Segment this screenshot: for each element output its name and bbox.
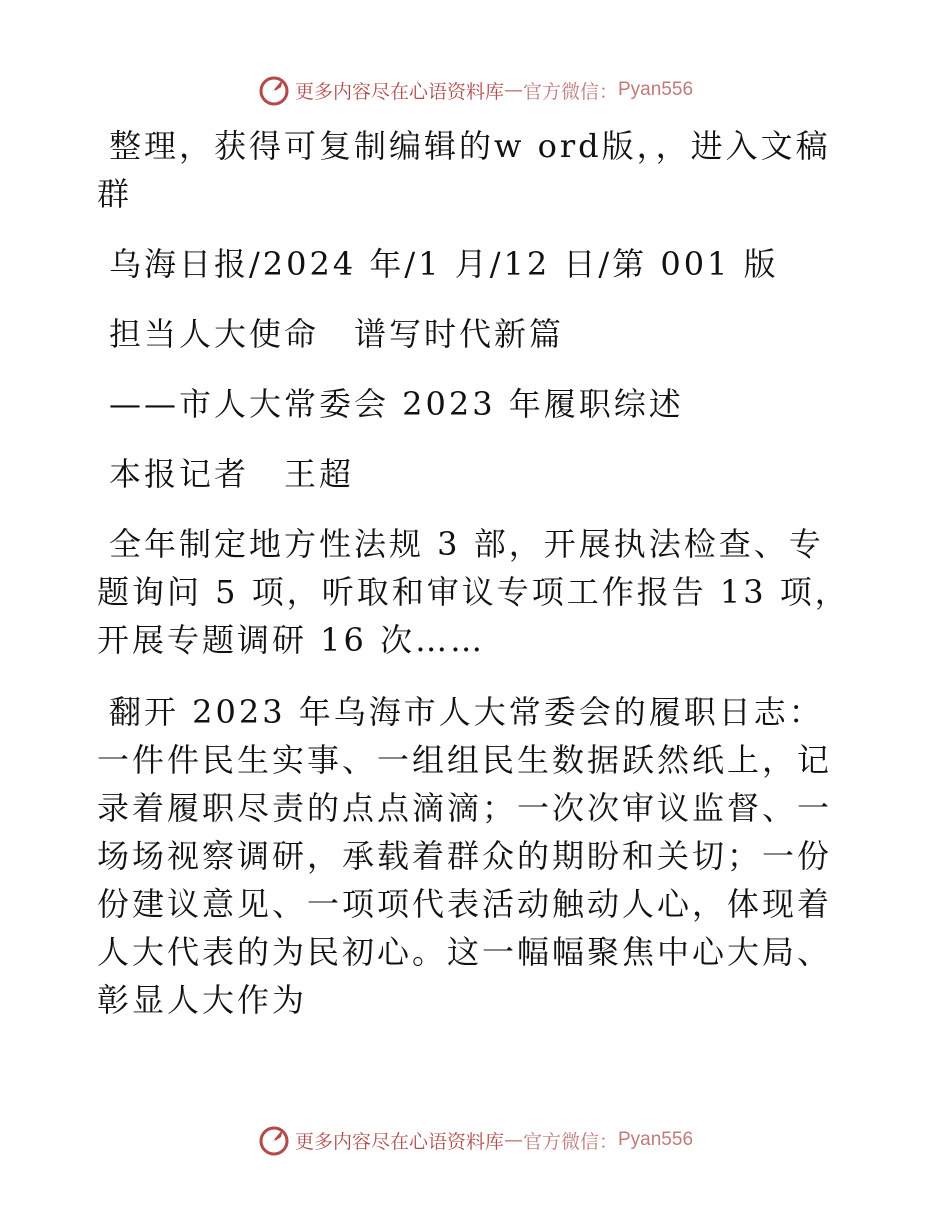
banner-wechat-id: Pyan556 [618, 79, 694, 100]
banner-text: 更多内容尽在心语资料库 [294, 80, 504, 103]
body-paragraph: 全年制定地方性法规 3 部，开展执法检查、专题询问 5 项，听取和审议专项工作报告 13 项，开展专题调研 16 次…… [97, 525, 850, 659]
banner-suffix: 官方微信： [522, 80, 618, 103]
feather-pen-logo-icon [257, 1123, 291, 1157]
header-banner [0, 70, 950, 110]
article-title: 担当人大使命 谱写时代新篇 [109, 315, 565, 353]
banner-dash: — [503, 1129, 523, 1151]
article-subtitle: ——市人大常委会 2023 年履职综述 [109, 385, 684, 423]
document-body [97, 122, 857, 1048]
feather-pen-logo-icon [257, 73, 291, 107]
banner-dash: — [503, 79, 523, 101]
footer-banner [0, 1120, 950, 1160]
banner-text: 更多内容尽在心语资料库 [294, 1130, 504, 1153]
publication-line: 乌海日报/2024 年/1 月/12 日/第 001 版 [109, 245, 779, 283]
banner-suffix: 官方微信： [522, 1130, 618, 1153]
intro-line: 整理，获得可复制编辑的w ord版，，进入文稿群 [97, 127, 831, 213]
body-paragraph: 翻开 2023 年乌海市人大常委会的履职日志：一件件民生实事、一组组民生数据跃然纸上，记录着履职尽责的点点滴滴；一次次审议监督、一场场视察调研，承载着群众的期盼和关切；一份份建议意见、一项项代表活动触动人心，体现着人大代表的为民初心。这一幅幅聚焦中心大局、彰显人大作为 [97, 693, 833, 1019]
banner-wechat-id: Pyan556 [618, 1129, 694, 1150]
byline: 本报记者 王超 [109, 455, 355, 493]
